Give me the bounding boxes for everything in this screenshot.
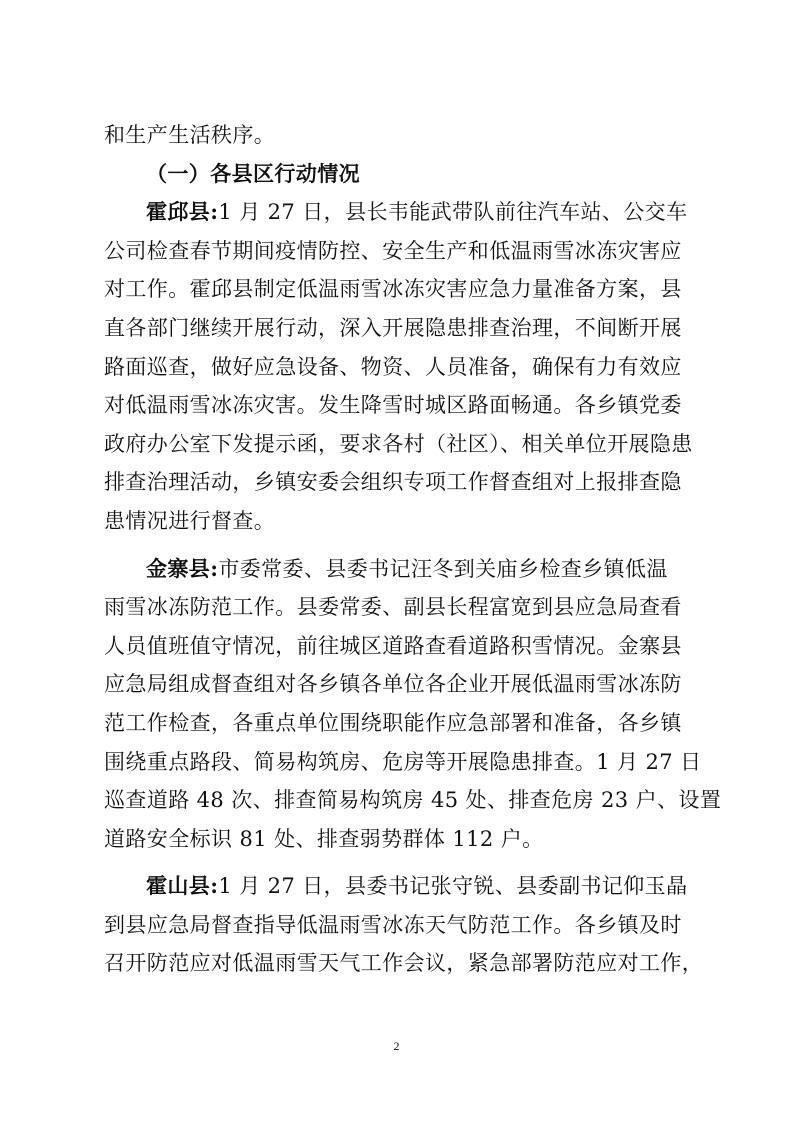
opening-line: 和生产生活秩序。 xyxy=(104,123,276,147)
section-heading: （一）各县区行动情况 xyxy=(146,160,360,186)
paragraph-line: 召开防范应对低温雨雪天气工作会议，紧急部署防范应对工作， xyxy=(104,951,704,976)
paragraph-huoqiu xyxy=(104,193,696,540)
paragraph-huoshan xyxy=(104,867,704,983)
paragraph-line: 雨雪冰冻防范工作。县委常委、副县长程富宽到县应急局查看 xyxy=(104,595,682,620)
paragraph-line: 道路安全标识 81 处、排查弱势群体 112 户。 xyxy=(104,826,544,851)
paragraph-line: 对工作。霍邱县制定低温雨雪冰冻灾害应急力量准备方案，县 xyxy=(104,277,682,302)
paragraph-line: 对低温雨雪冰冻灾害。发生降雪时城区路面畅通。各乡镇党委 xyxy=(104,393,682,418)
paragraph-line: 直各部门继续开展行动，深入开展隐患排查治理，不间断开展 xyxy=(104,315,682,340)
paragraph-jinzhai xyxy=(104,550,722,859)
line-text: 1 月 27 日，县长韦能武带队前往汽车站、公交车 xyxy=(218,200,688,225)
county-name: 霍山县: xyxy=(146,873,219,899)
paragraph-line: 巡查道路 48 次、排查简易构筑房 45 处、排查危房 23 户、设置 xyxy=(104,788,722,813)
paragraph-line: 排查治理活动，乡镇安委会组织专项工作督查组对上报排查隐 xyxy=(104,470,682,495)
paragraph-spacer xyxy=(104,541,696,550)
paragraph-line: 应急局组成督查组对各乡镇各单位各企业开展低温雨雪冰冻防 xyxy=(104,672,682,697)
paragraph-line: 到县应急局督查指导低温雨雪冰冻天气防范工作。各乡镇及时 xyxy=(104,912,682,937)
paragraph-line: 政府办公室下发提示函，要求各村（社区）、相关单位开展隐患 xyxy=(104,431,693,456)
paragraph-first-line xyxy=(104,193,696,232)
paragraph-line: 路面巡查，做好应急设备、物资、人员准备，确保有力有效应 xyxy=(104,354,682,379)
paragraph-line: 范工作检查，各重点单位围绕职能作应急部署和准备，各乡镇 xyxy=(104,710,682,735)
paragraph-line: 公司检查春节期间疫情防控、安全生产和低温雨雪冰冻灾害应 xyxy=(104,238,682,263)
body-text xyxy=(104,116,722,983)
line-text: 市委常委、县委书记汪冬到关庙乡检查乡镇低温 xyxy=(218,556,668,581)
county-name: 金寨县: xyxy=(146,555,219,581)
paragraph-line: 患情况进行督查。 xyxy=(104,508,276,533)
page-number: 2 xyxy=(393,1039,400,1053)
paragraph-first-line xyxy=(104,867,696,906)
paragraph-line: 人员值班值守情况，前往城区道路查看道路积雪情况。金寨县 xyxy=(104,633,682,658)
county-name: 霍邱县: xyxy=(146,199,219,225)
paragraph-first-line xyxy=(104,550,696,589)
paragraph-line: 围绕重点路段、简易构筑房、危房等开展隐患排查。1 月 27 日 xyxy=(104,749,702,774)
line-text: 1 月 27 日，县委书记张守锐、县委副书记仰玉晶 xyxy=(218,874,688,899)
paragraph-spacer xyxy=(104,858,696,867)
